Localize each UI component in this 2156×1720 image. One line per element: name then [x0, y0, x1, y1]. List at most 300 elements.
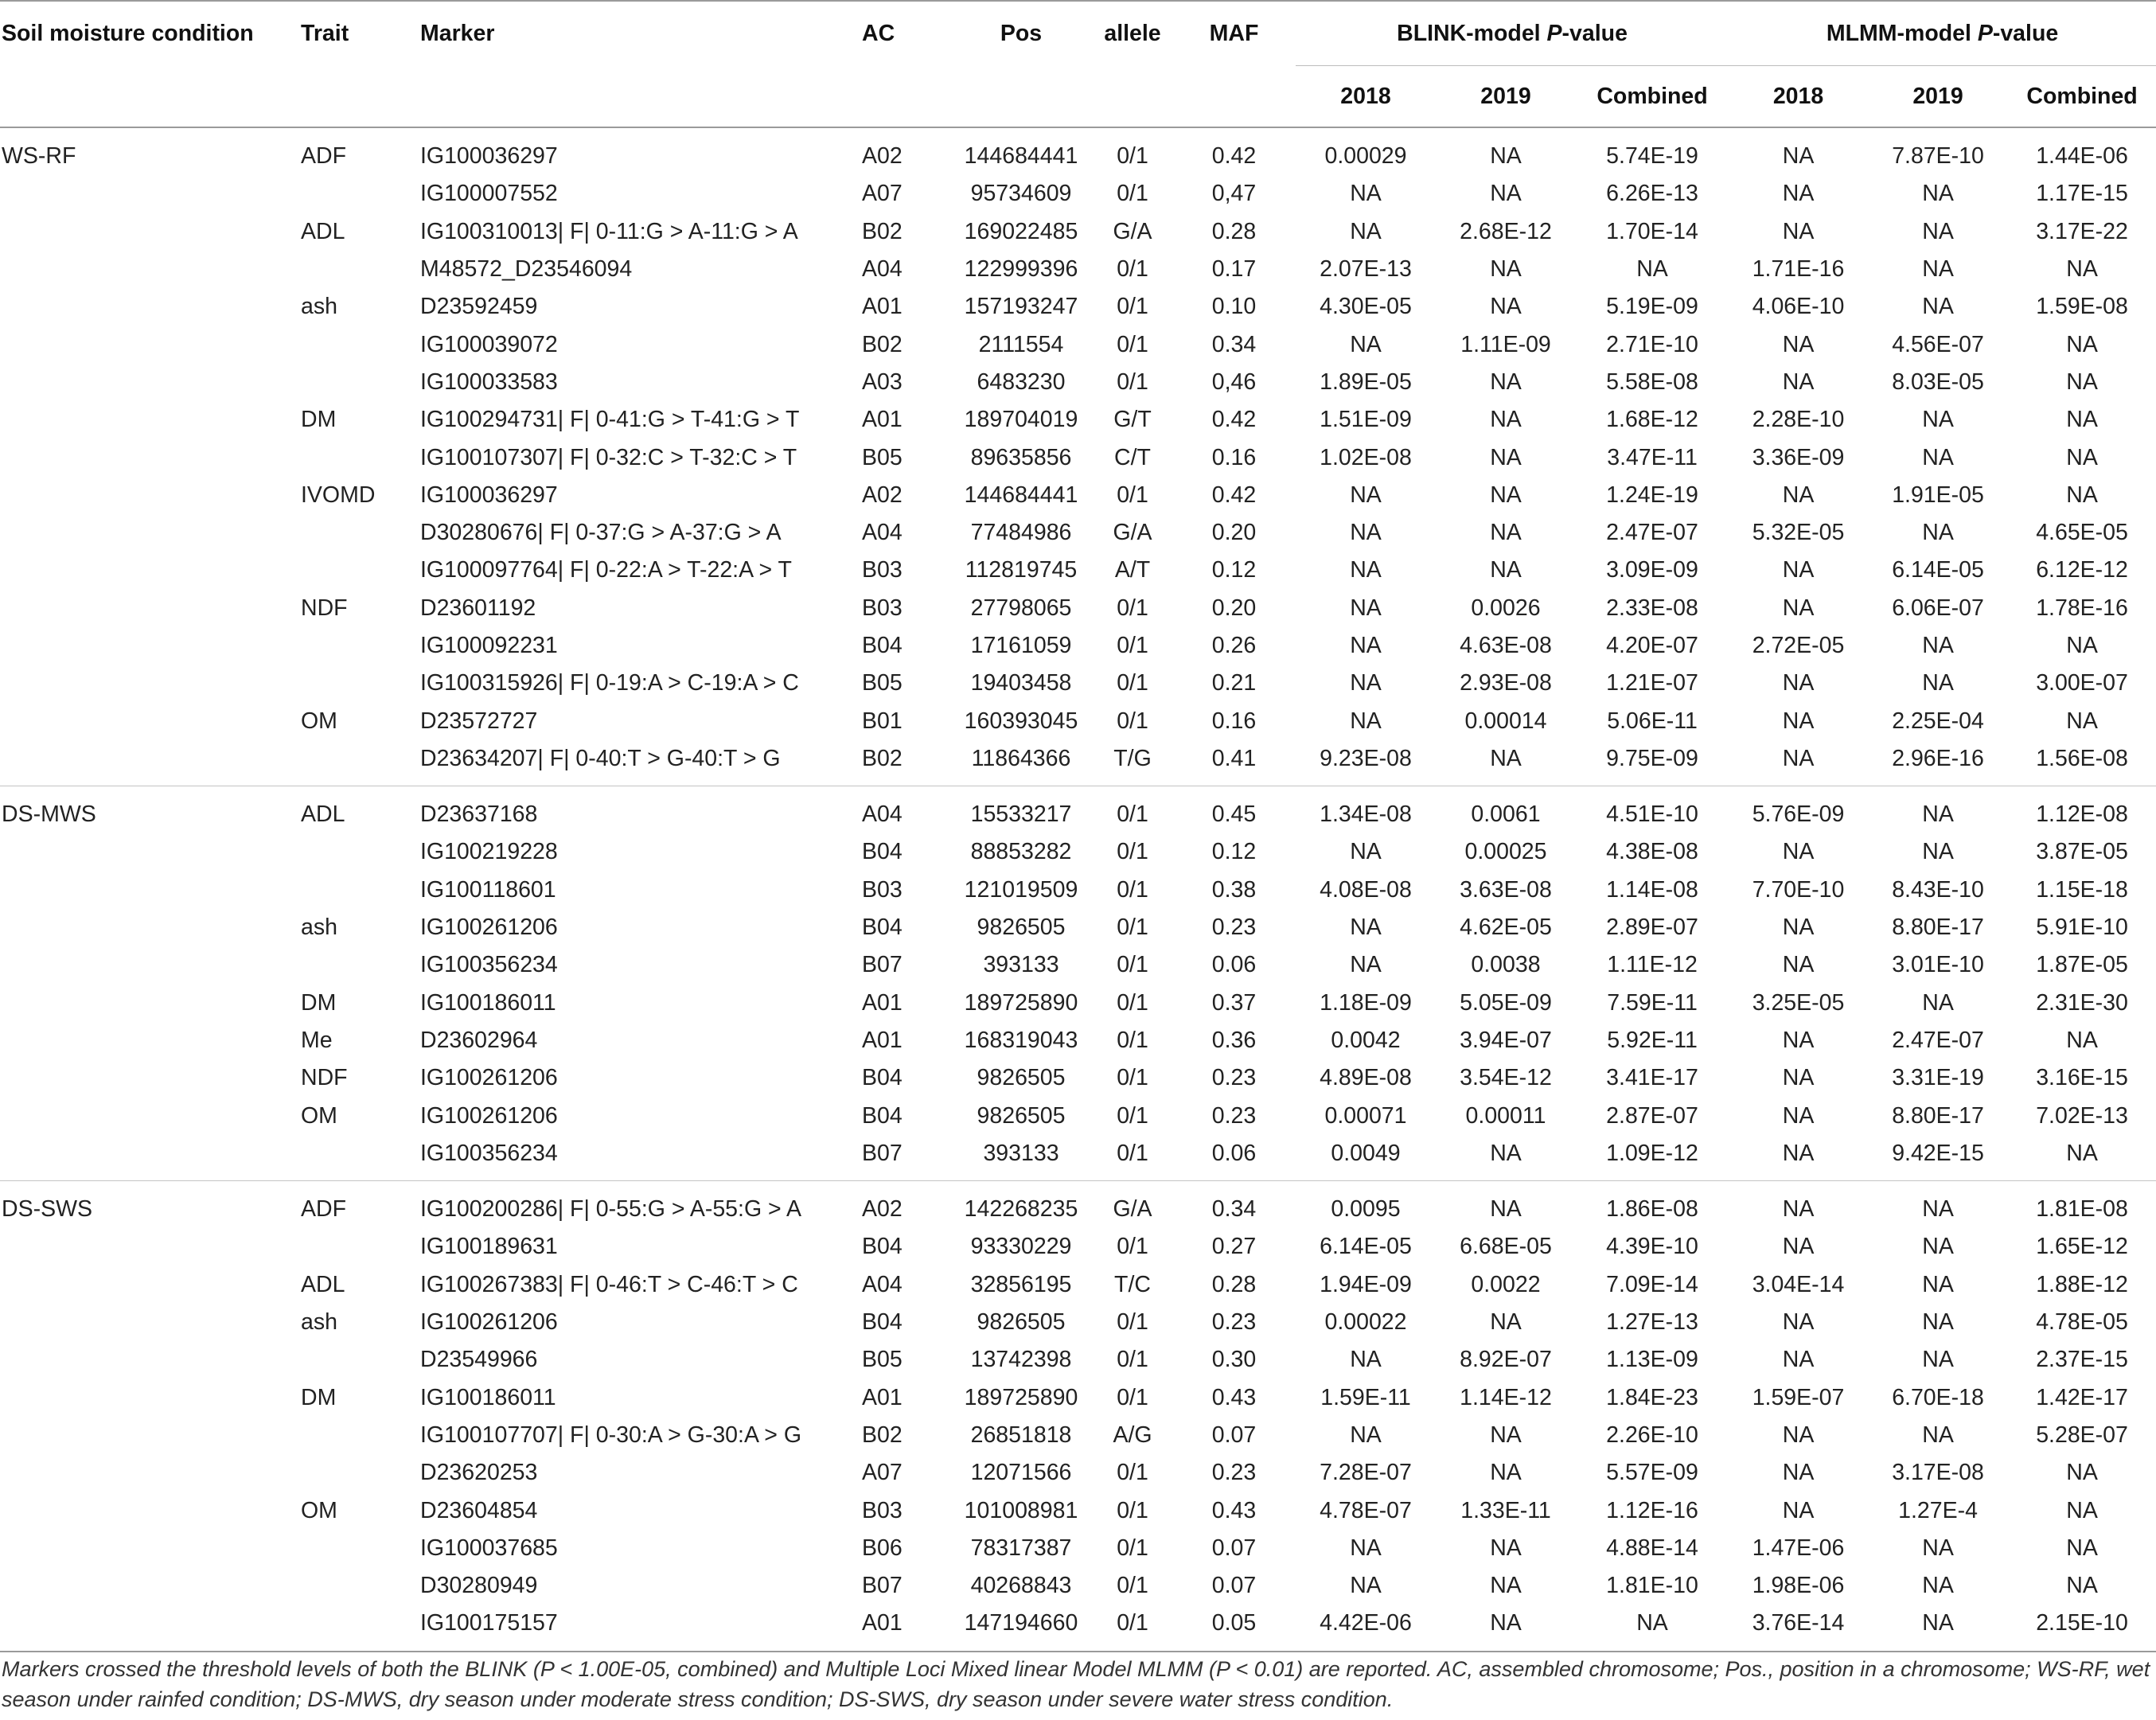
table-row	[0, 477, 2156, 514]
cell-b2019: NA	[1490, 143, 1522, 170]
cell-m2018: 7.70E-10	[1752, 876, 1845, 903]
cell-b2019: 1.33E-11	[1460, 1497, 1551, 1523]
cell-mcomb: 3.16E-15	[2036, 1065, 2128, 1091]
cell-m2018: NA	[1729, 740, 1868, 786]
cell-m2019: NA	[1922, 839, 1954, 865]
cell-allele: 0/1	[1117, 1497, 1148, 1523]
cell-maf: 0.28	[1211, 1271, 1257, 1297]
table-row	[0, 175, 2156, 213]
cell-mcomb: 7.02E-13	[2036, 1102, 2128, 1129]
cell-allele: 0/1	[1117, 839, 1148, 865]
cell-condition	[0, 872, 301, 909]
cell-m2018: NA	[1782, 557, 1815, 583]
table-row	[0, 1304, 2156, 1341]
cell-condition	[0, 213, 301, 251]
cell-maf: 0.23	[1211, 1460, 1257, 1486]
table-row	[0, 364, 2156, 401]
cell-marker: D23634207| F| 0-40:T > G-40:T > G	[420, 740, 862, 786]
cell-b2019: NA	[1490, 1196, 1522, 1223]
cell-b2019: 4.63E-08	[1460, 633, 1552, 658]
cell-ac: A01	[862, 1384, 903, 1410]
cell-pos: 15533217	[970, 801, 1072, 828]
header-maf: MAF	[1172, 1, 1296, 66]
table-row	[0, 1228, 2156, 1266]
cell-b2018: NA	[1350, 482, 1382, 508]
cell-mcomb: 2.37E-15	[2036, 1347, 2128, 1373]
cell-marker: IG100189631	[420, 1234, 558, 1260]
table-row	[0, 213, 2156, 251]
cell-allele: A/G	[1113, 1422, 1152, 1448]
header-soil-moisture: Soil moisture condition	[0, 1, 301, 66]
cell-mcomb: 1.15E-18	[2036, 876, 2128, 903]
table-row	[0, 1181, 2156, 1229]
table-row	[0, 1605, 2156, 1651]
cell-b2019: NA	[1490, 520, 1522, 546]
cell-m2018: 5.32E-05	[1752, 520, 1845, 546]
cell-m2019: 2.25E-04	[1892, 708, 1984, 734]
cell-allele: G/A	[1113, 218, 1152, 244]
cell-m2019: 8.43E-10	[1892, 876, 1984, 903]
cell-m2018: NA	[1782, 1027, 1815, 1053]
cell-b2019: NA	[1436, 740, 1576, 786]
cell-mcomb: NA	[2008, 1135, 2156, 1181]
cell-bcomb: 2.33E-08	[1606, 595, 1698, 621]
table-row	[0, 1266, 2156, 1304]
cell-marker: D23637168	[420, 801, 538, 828]
cell-allele: 0/1	[1117, 915, 1148, 941]
cell-trait	[301, 439, 420, 476]
cell-mcomb: 5.28E-07	[2036, 1422, 2128, 1448]
cell-allele: 0/1	[1117, 1460, 1148, 1486]
cell-mcomb: 1.17E-15	[2036, 181, 2128, 207]
cell-pos: 40268843	[970, 1573, 1072, 1599]
cell-b2018: NA	[1350, 708, 1382, 734]
cell-trait	[301, 1135, 420, 1181]
cell-marker: D23592459	[420, 294, 538, 320]
cell-trait: OM	[301, 708, 337, 734]
cell-ac: A01	[862, 407, 903, 433]
cell-marker: D23602964	[420, 1027, 538, 1053]
cell-condition	[0, 590, 301, 627]
cell-m2018: NA	[1729, 1135, 1868, 1181]
cell-marker: IG100097764| F| 0-22:A > T-22:A > T	[420, 557, 792, 583]
header-mlmm-2018: 2018	[1729, 66, 1868, 128]
cell-pos: 160393045	[964, 708, 1078, 734]
cell-b2019: 6.68E-05	[1460, 1234, 1552, 1260]
cell-allele: 0/1	[1117, 1309, 1148, 1336]
table-row	[0, 552, 2156, 589]
cell-m2019: NA	[1922, 1347, 1954, 1373]
cell-pos: 112819745	[965, 557, 1078, 583]
cell-marker: IG100200286| F| 0-55:G > A-55:G > A	[420, 1196, 802, 1223]
cell-condition	[0, 364, 301, 401]
cell-b2019: 0.0061	[1471, 801, 1541, 828]
table-row	[0, 985, 2156, 1022]
cell-bcomb: 2.89E-07	[1606, 915, 1698, 941]
cell-condition	[0, 288, 301, 326]
cell-m2018: 1.71E-16	[1752, 256, 1845, 283]
cell-m2019: 3.17E-08	[1892, 1460, 1984, 1486]
cell-allele: G/A	[1113, 520, 1152, 546]
cell-trait	[301, 514, 420, 552]
cell-maf: 0,46	[1211, 369, 1257, 395]
cell-pos: 157193247	[964, 294, 1078, 320]
cell-pos: 2111554	[978, 331, 1064, 357]
cell-condition	[0, 552, 301, 589]
cell-pos: 121019509	[964, 876, 1078, 903]
cell-allele: 0/1	[1117, 1065, 1148, 1091]
cell-allele: 0/1	[1117, 801, 1148, 828]
header-mlmm-group	[1729, 1, 2156, 66]
table-row	[0, 833, 2156, 871]
cell-allele: 0/1	[1117, 670, 1148, 696]
cell-marker: D23572727	[420, 708, 538, 734]
table-row	[0, 514, 2156, 552]
cell-m2019: 9.42E-15	[1868, 1135, 2008, 1181]
cell-maf: 0.05	[1172, 1605, 1296, 1651]
cell-bcomb: NA	[1636, 256, 1668, 283]
cell-pos: 9826505	[977, 915, 1066, 941]
cell-marker: IG100310013| F| 0-11:G > A-11:G > A	[420, 218, 798, 244]
cell-maf: 0.37	[1211, 989, 1257, 1016]
cell-trait	[301, 665, 420, 702]
cell-bcomb: 1.24E-19	[1606, 482, 1698, 508]
cell-pos: 122999396	[964, 256, 1078, 283]
cell-b2018: NA	[1350, 1573, 1382, 1599]
cell-m2019: 8.03E-05	[1892, 369, 1984, 395]
cell-condition	[0, 1530, 301, 1567]
cell-bcomb: 5.58E-08	[1606, 369, 1698, 395]
cell-m2019: NA	[1922, 256, 1954, 283]
header-allele: allele	[1093, 1, 1172, 66]
cell-condition	[0, 1022, 301, 1059]
cell-bcomb: 6.26E-13	[1606, 181, 1698, 207]
cell-m2018: 2.28E-10	[1752, 407, 1845, 433]
cell-ac: B04	[862, 839, 903, 865]
cell-allele: 0/1	[1117, 989, 1148, 1016]
header-blink-combined: Combined	[1576, 66, 1729, 128]
cell-b2019: NA	[1490, 444, 1522, 470]
cell-ac: B02	[862, 1422, 903, 1448]
cell-maf: 0.41	[1172, 740, 1296, 786]
cell-marker: IG100037685	[420, 1535, 558, 1561]
cell-m2019: 6.06E-07	[1892, 595, 1984, 621]
cell-mcomb: 1.78E-16	[2036, 595, 2128, 621]
cell-b2018: NA	[1350, 1347, 1382, 1373]
cell-pos: 12071566	[970, 1460, 1072, 1486]
cell-m2018: 3.25E-05	[1752, 989, 1845, 1016]
cell-ac: B04	[862, 1234, 903, 1260]
cell-marker: IG100261206	[420, 915, 558, 941]
cell-pos: 88853282	[970, 839, 1072, 865]
cell-b2019: NA	[1490, 1422, 1522, 1448]
mlmm-p-label: P	[1977, 20, 1993, 46]
cell-allele: 0/1	[1117, 143, 1148, 170]
cell-m2019: NA	[1922, 218, 1954, 244]
cell-trait	[301, 1530, 420, 1567]
cell-condition	[0, 326, 301, 363]
cell-b2018: 4.89E-08	[1320, 1065, 1412, 1091]
cell-m2018: NA	[1782, 482, 1815, 508]
cell-ac: A01	[862, 294, 903, 320]
cell-bcomb: 9.75E-09	[1576, 740, 1729, 786]
cell-m2019: 3.01E-10	[1892, 952, 1984, 978]
cell-ac: A01	[862, 1027, 903, 1053]
cell-m2018: NA	[1782, 1196, 1815, 1223]
cell-m2018: 1.59E-07	[1752, 1384, 1845, 1410]
cell-pos: 6483230	[977, 369, 1066, 395]
cell-maf: 0.23	[1211, 915, 1257, 941]
cell-mcomb: 2.15E-10	[2008, 1605, 2156, 1651]
cell-bcomb: 3.09E-09	[1606, 557, 1698, 583]
cell-allele: C/T	[1114, 444, 1151, 470]
table-row	[0, 740, 2156, 786]
cell-bcomb: 5.92E-11	[1607, 1027, 1698, 1053]
cell-allele: 0/1	[1117, 633, 1148, 658]
cell-marker: IG100175157	[420, 1605, 862, 1651]
cell-bcomb: 4.39E-10	[1606, 1234, 1698, 1260]
cell-m2018: 3.04E-14	[1752, 1271, 1845, 1297]
cell-b2018: NA	[1350, 331, 1382, 357]
cell-bcomb: 1.11E-12	[1607, 952, 1698, 978]
cell-m2019: NA	[1922, 670, 1954, 696]
cell-trait: Me	[301, 1027, 333, 1053]
cell-condition	[0, 175, 301, 213]
cell-m2018: 1.98E-06	[1752, 1573, 1845, 1599]
cell-b2018: NA	[1350, 218, 1382, 244]
cell-ac: B03	[862, 557, 903, 583]
cell-b2019: NA	[1490, 181, 1522, 207]
cell-marker: D30280949	[420, 1573, 538, 1599]
cell-maf: 0.23	[1211, 1065, 1257, 1091]
cell-pos: 9826505	[977, 1309, 1066, 1336]
cell-mcomb: NA	[2066, 256, 2098, 283]
cell-pos: 189725890	[964, 989, 1078, 1016]
cell-b2019: 2.68E-12	[1460, 218, 1552, 244]
table-footnote: Markers crossed the threshold levels of both the BLINK (P < 1.00E-05, combined) and Multiple Loci Mixed linear Model MLMM (P < 0.01) are reported. AC, assembled chromosome; Pos., position in a chromosome; WS-RF, wet season under rainfed condition; DS-MWS, dry season under moderate stress condition; DS-SWS, dry season under severe water stress condition.	[2, 1657, 2150, 1711]
cell-b2018: NA	[1350, 520, 1382, 546]
cell-trait: OM	[301, 1497, 337, 1523]
cell-pos: 27798065	[970, 595, 1072, 621]
cell-ac: B04	[862, 1102, 903, 1129]
cell-allele: 0/1	[1117, 1027, 1148, 1053]
blink-p-suffix: -value	[1561, 20, 1628, 46]
cell-mcomb: NA	[2066, 482, 2098, 508]
cell-trait	[301, 1605, 420, 1651]
cell-ac: B07	[862, 1573, 903, 1599]
cell-mcomb: 4.65E-05	[2036, 520, 2128, 546]
cell-m2019: 3.31E-19	[1892, 1065, 1984, 1091]
cell-m2018: 4.06E-10	[1752, 294, 1845, 320]
header-ac: AC	[862, 1, 949, 66]
cell-pos: 189704019	[964, 407, 1078, 433]
cell-marker: IG100036297	[420, 143, 558, 170]
header-mlmm-2019: 2019	[1868, 66, 2008, 128]
cell-pos: 89635856	[970, 444, 1072, 470]
cell-b2018: 1.59E-11	[1320, 1384, 1411, 1410]
table-row	[0, 326, 2156, 363]
cell-m2019: 8.80E-17	[1892, 1102, 1984, 1129]
table-row	[0, 909, 2156, 946]
cell-ac: A01	[862, 1605, 949, 1651]
cell-b2019: NA	[1490, 369, 1522, 395]
cell-condition	[0, 627, 301, 665]
cell-marker: IG100219228	[420, 839, 558, 865]
cell-b2018: 1.18E-09	[1320, 989, 1412, 1016]
cell-b2018: NA	[1350, 557, 1382, 583]
cell-trait	[301, 1567, 420, 1605]
cell-condition: DS-SWS	[2, 1196, 92, 1223]
table-row	[0, 1379, 2156, 1417]
cell-m2019: 6.70E-18	[1892, 1384, 1984, 1410]
cell-m2018: NA	[1782, 670, 1815, 696]
cell-mcomb: 1.42E-17	[2036, 1384, 2128, 1410]
cell-b2019: NA	[1490, 482, 1522, 508]
cell-marker: IG100356234	[420, 952, 558, 978]
cell-maf: 0,47	[1211, 181, 1257, 207]
cell-marker: IG100261206	[420, 1102, 558, 1129]
cell-bcomb: 5.74E-19	[1606, 143, 1698, 170]
cell-allele: 0/1	[1117, 369, 1148, 395]
cell-m2018: 5.76E-09	[1752, 801, 1845, 828]
cell-marker: IG100356234	[420, 1135, 862, 1181]
cell-marker: IG100036297	[420, 482, 558, 508]
cell-allele: 0/1	[1117, 482, 1148, 508]
table-row	[0, 1135, 2156, 1181]
cell-m2018: NA	[1782, 369, 1815, 395]
cell-condition	[0, 477, 301, 514]
header-pos: Pos	[949, 1, 1093, 66]
table-row	[0, 439, 2156, 476]
cell-m2018: NA	[1782, 1422, 1815, 1448]
cell-mcomb: NA	[2066, 708, 2098, 734]
cell-m2019: 1.91E-05	[1892, 482, 1984, 508]
cell-allele: A/T	[1114, 557, 1151, 583]
cell-mcomb: NA	[2066, 633, 2098, 658]
cell-bcomb: 7.59E-11	[1607, 989, 1698, 1016]
cell-b2018: 1.89E-05	[1320, 369, 1412, 395]
header-blink-2018: 2018	[1296, 66, 1436, 128]
cell-b2019: NA	[1436, 1135, 1576, 1181]
cell-b2018: NA	[1350, 633, 1382, 658]
cell-m2018: NA	[1782, 952, 1815, 978]
cell-marker: D23549966	[420, 1347, 538, 1373]
cell-trait	[301, 1454, 420, 1492]
cell-mcomb: 1.12E-08	[2036, 801, 2128, 828]
cell-b2018: NA	[1350, 1422, 1382, 1448]
cell-b2018: NA	[1350, 1535, 1382, 1561]
mlmm-prefix: MLMM-model	[1826, 20, 1978, 46]
cell-marker: D23620253	[420, 1460, 538, 1486]
cell-trait: ash	[301, 915, 337, 941]
cell-m2018: NA	[1782, 915, 1815, 941]
blink-prefix: BLINK-model	[1397, 20, 1547, 46]
cell-ac: B03	[862, 1497, 903, 1523]
cell-m2019: NA	[1922, 294, 1954, 320]
cell-b2018: 4.42E-06	[1296, 1605, 1436, 1651]
cell-condition	[0, 702, 301, 739]
cell-mcomb: NA	[2066, 1535, 2098, 1561]
cell-m2018: NA	[1782, 595, 1815, 621]
cell-b2019: 1.14E-12	[1460, 1384, 1552, 1410]
cell-allele: 0/1	[1117, 294, 1148, 320]
cell-b2018: NA	[1350, 181, 1382, 207]
cell-pos: 189725890	[964, 1384, 1078, 1410]
cell-maf: 0.21	[1211, 670, 1257, 696]
cell-condition	[0, 985, 301, 1022]
cell-condition	[0, 1379, 301, 1417]
cell-m2018: NA	[1782, 218, 1815, 244]
cell-condition	[0, 1135, 301, 1181]
cell-ac: B04	[862, 633, 903, 658]
cell-bcomb: 1.14E-08	[1606, 876, 1698, 903]
header-marker: Marker	[420, 1, 862, 66]
cell-m2019: NA	[1922, 1422, 1954, 1448]
cell-marker: IG100186011	[420, 1384, 556, 1410]
cell-maf: 0.23	[1211, 1102, 1257, 1129]
mlmm-p-suffix: -value	[1992, 20, 2059, 46]
cell-m2019: NA	[1922, 407, 1954, 433]
cell-maf: 0.20	[1211, 520, 1257, 546]
cell-m2018: NA	[1782, 143, 1815, 170]
table-row	[0, 627, 2156, 665]
cell-maf: 0.42	[1211, 143, 1257, 170]
cell-m2019: 8.80E-17	[1892, 915, 1984, 941]
table-row	[0, 1059, 2156, 1097]
cell-allele: 0/1	[1117, 1102, 1148, 1129]
table-row	[0, 946, 2156, 984]
cell-condition	[0, 1097, 301, 1134]
cell-b2019: 5.05E-09	[1460, 989, 1552, 1016]
cell-marker: M48572_D23546094	[420, 256, 633, 283]
cell-condition	[0, 514, 301, 552]
cell-trait	[301, 364, 420, 401]
cell-allele: 0/1	[1117, 952, 1148, 978]
cell-maf: 0.20	[1211, 595, 1257, 621]
cell-maf: 0.42	[1211, 407, 1257, 433]
cell-b2019: NA	[1490, 1309, 1522, 1336]
cell-b2018: NA	[1350, 839, 1382, 865]
cell-pos: 142268235	[964, 1196, 1078, 1223]
cell-m2019: NA	[1922, 633, 1954, 658]
cell-maf: 0.34	[1211, 331, 1257, 357]
cell-b2019: NA	[1490, 1460, 1522, 1486]
cell-mcomb: NA	[2066, 407, 2098, 433]
cell-maf: 0.06	[1211, 952, 1257, 978]
cell-maf: 0.45	[1211, 801, 1257, 828]
cell-allele: 0/1	[1093, 1135, 1172, 1181]
cell-b2018: 0.0095	[1331, 1196, 1401, 1223]
cell-b2019: NA	[1490, 407, 1522, 433]
cell-pos: 11864366	[949, 740, 1093, 786]
cell-mcomb: 3.17E-22	[2036, 218, 2128, 244]
cell-mcomb: NA	[2066, 1573, 2098, 1599]
cell-b2018: 1.02E-08	[1320, 444, 1412, 470]
cell-bcomb: 1.27E-13	[1606, 1309, 1698, 1336]
cell-mcomb: 1.44E-06	[2036, 143, 2128, 170]
cell-trait	[301, 833, 420, 871]
cell-trait: ADL	[301, 218, 345, 244]
cell-condition	[0, 1417, 301, 1454]
cell-b2019: 8.92E-07	[1460, 1347, 1552, 1373]
cell-pos: 32856195	[970, 1271, 1072, 1297]
cell-ac: A07	[862, 1460, 903, 1486]
cell-condition	[0, 740, 301, 786]
cell-ac: B02	[862, 218, 903, 244]
cell-b2019: NA	[1490, 1573, 1522, 1599]
cell-b2018: 4.08E-08	[1320, 876, 1412, 903]
cell-trait: ADF	[301, 143, 346, 170]
